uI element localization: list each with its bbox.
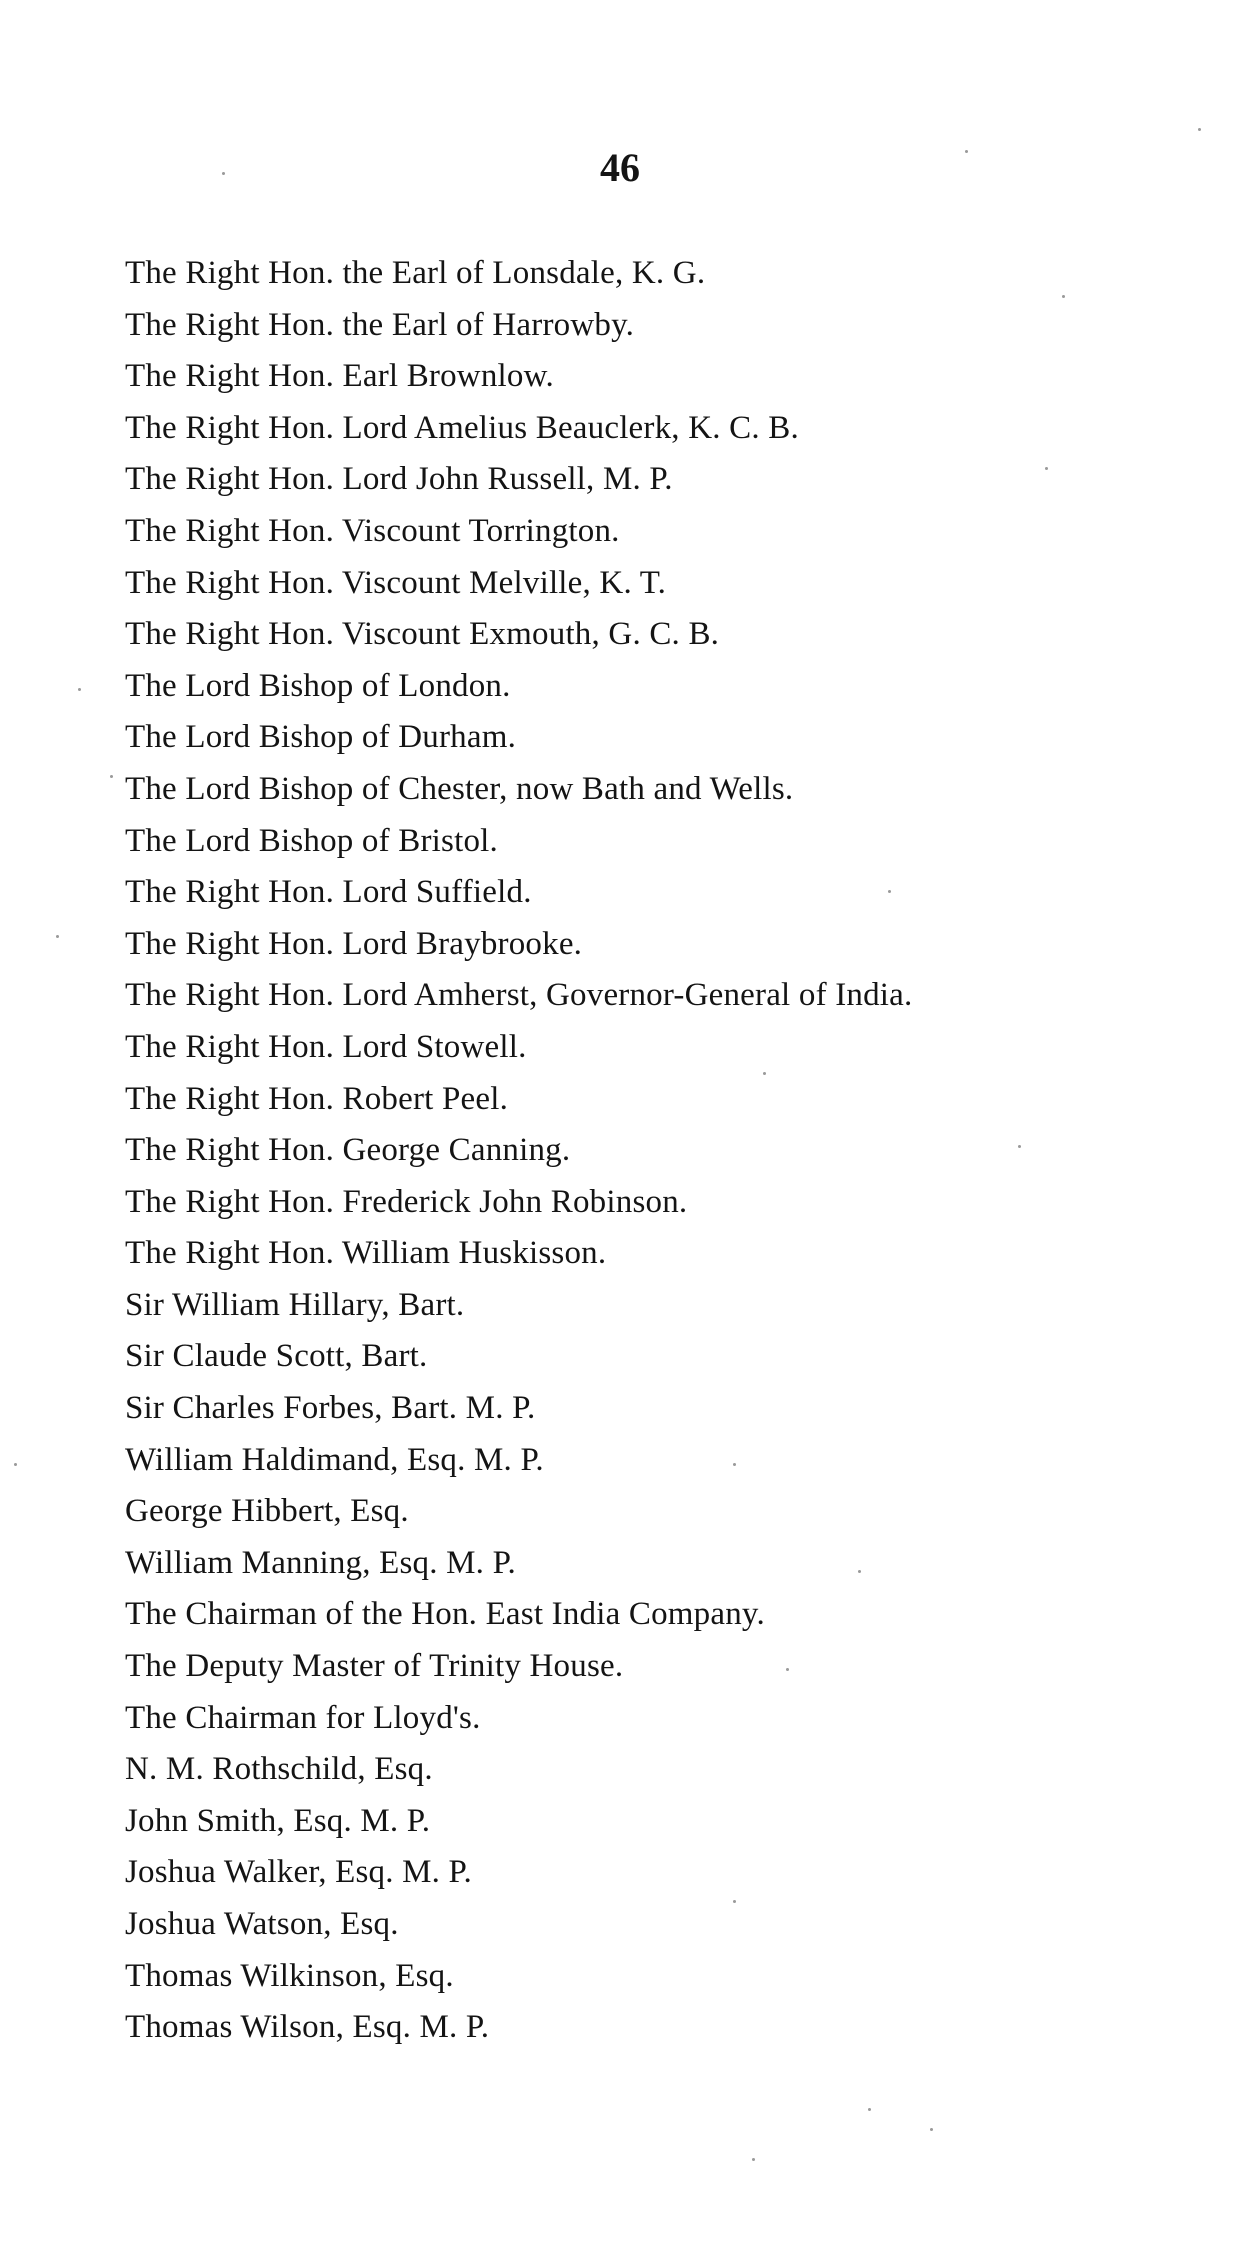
paper-speck: [56, 935, 59, 938]
list-item: The Lord Bishop of Bristol.: [125, 822, 498, 859]
paper-speck: [222, 172, 225, 175]
list-item: The Right Hon. Lord Braybrooke.: [125, 925, 583, 962]
list-item: The Right Hon. Viscount Torrington.: [125, 512, 620, 549]
paper-speck: [733, 1463, 736, 1466]
paper-speck: [1062, 295, 1065, 298]
paper-speck: [888, 890, 891, 893]
paper-speck: [965, 150, 968, 153]
paper-speck: [1045, 467, 1048, 470]
list-item: Sir Charles Forbes, Bart. M. P.: [125, 1390, 536, 1427]
list-item: The Chairman of the Hon. East India Company.: [125, 1596, 765, 1633]
list-item: Joshua Walker, Esq. M. P.: [125, 1854, 472, 1891]
list-item: The Lord Bishop of Durham.: [125, 719, 517, 756]
list-item: The Right Hon. Lord Stowell.: [125, 1028, 527, 1065]
list-item: Sir Claude Scott, Bart.: [125, 1338, 428, 1375]
list-item: The Deputy Master of Trinity House.: [125, 1648, 624, 1685]
paper-speck: [14, 1463, 17, 1466]
list-item: The Right Hon. Lord Amelius Beauclerk, K. C. B.: [125, 409, 799, 446]
list-item: The Right Hon. Robert Peel.: [125, 1080, 509, 1117]
list-item: The Right Hon. Frederick John Robinson.: [125, 1183, 688, 1220]
paper-speck: [858, 1570, 861, 1573]
list-item: The Right Hon. Lord Suffield.: [125, 874, 532, 911]
list-item: The Right Hon. the Earl of Harrowby.: [125, 306, 635, 343]
paper-speck: [1018, 1145, 1021, 1148]
paper-speck: [763, 1072, 766, 1075]
list-item: The Lord Bishop of London.: [125, 667, 511, 704]
paper-speck: [786, 1668, 789, 1671]
list-item: George Hibbert, Esq.: [125, 1493, 409, 1530]
page-number: 46: [600, 145, 640, 190]
list-item: N. M. Rothschild, Esq.: [125, 1751, 433, 1788]
list-item: The Lord Bishop of Chester, now Bath and Wells.: [125, 770, 794, 807]
list-item: The Right Hon. Viscount Exmouth, G. C. B.: [125, 616, 720, 653]
list-item: Sir William Hillary, Bart.: [125, 1286, 465, 1323]
paper-speck: [930, 2128, 933, 2131]
list-item: Thomas Wilson, Esq. M. P.: [125, 2009, 490, 2046]
list-item: The Right Hon. Lord John Russell, M. P.: [125, 461, 673, 498]
list-item: The Chairman for Lloyd's.: [125, 1699, 481, 1736]
list-item: John Smith, Esq. M. P.: [125, 1802, 431, 1839]
list-item: The Right Hon. Viscount Melville, K. T.: [125, 564, 667, 601]
list-item: The Right Hon. William Huskisson.: [125, 1235, 607, 1272]
list-item: The Right Hon. Earl Brownlow.: [125, 358, 554, 395]
list-item: Thomas Wilkinson, Esq.: [125, 1957, 454, 1994]
paper-speck: [733, 1900, 736, 1903]
list-item: Joshua Watson, Esq.: [125, 1906, 399, 1942]
subscriber-list: [125, 248, 912, 2054]
list-item: The Right Hon. the Earl of Lonsdale, K. G.: [125, 255, 706, 291]
paper-speck: [868, 2108, 871, 2111]
list-item: William Haldimand, Esq. M. P.: [125, 1441, 544, 1478]
paper-speck: [1198, 128, 1201, 131]
list-item: William Manning, Esq. M. P.: [125, 1544, 516, 1581]
paper-speck: [78, 688, 81, 691]
list-item: The Right Hon. Lord Amherst, Governor-General of India.: [125, 977, 913, 1014]
paper-speck: [752, 2158, 755, 2161]
paper-speck: [110, 775, 113, 778]
list-item: The Right Hon. George Canning.: [125, 1132, 571, 1169]
